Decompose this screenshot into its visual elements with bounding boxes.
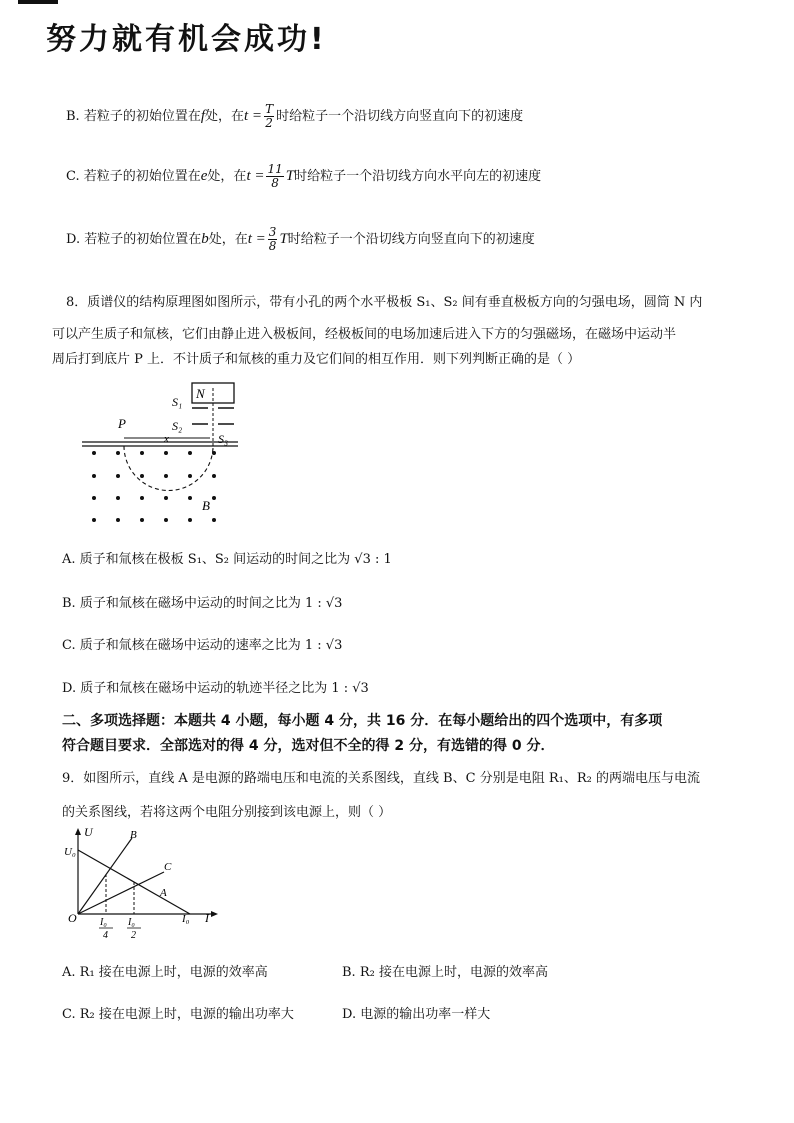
label-c: C xyxy=(164,861,172,873)
label-x: x xyxy=(164,433,169,445)
q7-option-b: B. 若粒子的初始位置在f处，在t = $\frac{T}{2}$ 时给粒子一个沿切线方向竖直向下的初速度 xyxy=(66,102,524,130)
q8-option-a: A. 质子和氚核在极板 S₁、S₂ 间运动的时间之比为 √3 : 1 xyxy=(62,552,392,567)
q9-option-b: B. R₂ 接在电源上时，电源的效率高 xyxy=(342,965,548,980)
tick-i0-half-den: 2 xyxy=(131,930,136,941)
magnetic-field-dots xyxy=(92,451,216,522)
label-u: U xyxy=(84,826,93,839)
label-o: O xyxy=(68,911,77,925)
section2-line2: 符合题目要求．全部选对的得 4 分，选对但不全的得 2 分，有选错的得 0 分． xyxy=(62,738,555,754)
label-b: B xyxy=(130,829,137,841)
trajectory xyxy=(124,446,213,491)
label-s1: S₁ xyxy=(172,395,183,409)
q8-stem-line3: 周后打到底片 P 上．不计质子和氚核的重力及它们间的相互作用．则下列判断正确的是（ ） xyxy=(52,352,581,367)
u-i-graph xyxy=(62,826,227,944)
tick-i0-quarter-den: 4 xyxy=(103,930,108,941)
q9-option-d: D. 电源的输出功率一样大 xyxy=(342,1007,491,1022)
label-a: A xyxy=(160,887,167,899)
section2-line1: 二、多项选择题：本题共 4 小题，每小题 4 分，共 16 分．在每小题给出的四个选项中，有多项 xyxy=(62,713,663,729)
q9-stem-line2: 的关系图线，若将这两个电阻分别接到该电源上，则（ ） xyxy=(62,805,392,820)
q8-option-d: D. 质子和氚核在磁场中运动的轨迹半径之比为 1 : √3 xyxy=(62,681,369,696)
label-i0: I₀ xyxy=(182,913,190,925)
label-b-field: B xyxy=(202,498,210,513)
q7-option-d: D. 若粒子的初始位置在b处，在t = $\frac{3}{8}$ T时给粒子一个沿切线方向竖直向下的初速度 xyxy=(66,225,535,253)
tick-i0-half-num: I₀ xyxy=(128,917,135,928)
q8-option-c: C. 质子和氚核在磁场中运动的速率之比为 1 : √3 xyxy=(62,638,343,653)
q8-stem-line1: 8．质谱仪的结构原理图如图所示，带有小孔的两个水平极板 S₁、S₂ 间有垂直极板方向的匀强电场，圆筒 N 内 xyxy=(66,295,703,310)
label-n: N xyxy=(196,386,205,401)
label-s2: S₂ xyxy=(172,419,183,433)
q9-option-c: C. R₂ 接在电源上时，电源的输出功率大 xyxy=(62,1007,294,1022)
line-c xyxy=(78,872,164,914)
motto-heading: 努力就有机会成功! xyxy=(46,22,327,57)
tick-i0-quarter-num: I₀ xyxy=(100,917,107,928)
mass-spectrometer-figure xyxy=(78,380,248,530)
label-p: P xyxy=(118,416,126,431)
q8-stem-line2: 可以产生质子和氚核，它们由静止进入极板间，经极板间的电场加速后进入下方的匀强磁场，在磁场中运动半 xyxy=(52,327,677,342)
q7-option-c: C. 若粒子的初始位置在e处，在t = $\frac{11}{8}$ T时给粒子一个沿切线方向水平向左的初速度 xyxy=(66,162,542,190)
label-u0: U₀ xyxy=(64,846,76,858)
top-edge-mark xyxy=(18,0,58,4)
label-i: I xyxy=(205,911,209,925)
q8-option-b: B. 质子和氚核在磁场中运动的时间之比为 1 : √3 xyxy=(62,596,343,611)
label-s3: S₃ xyxy=(218,432,229,446)
q9-option-a: A. R₁ 接在电源上时，电源的效率高 xyxy=(62,965,268,980)
q9-stem-line1: 9．如图所示，直线 A 是电源的路端电压和电流的关系图线，直线 B、C 分别是电阻 R₁、R₂ 的两端电压与电流 xyxy=(62,771,700,786)
